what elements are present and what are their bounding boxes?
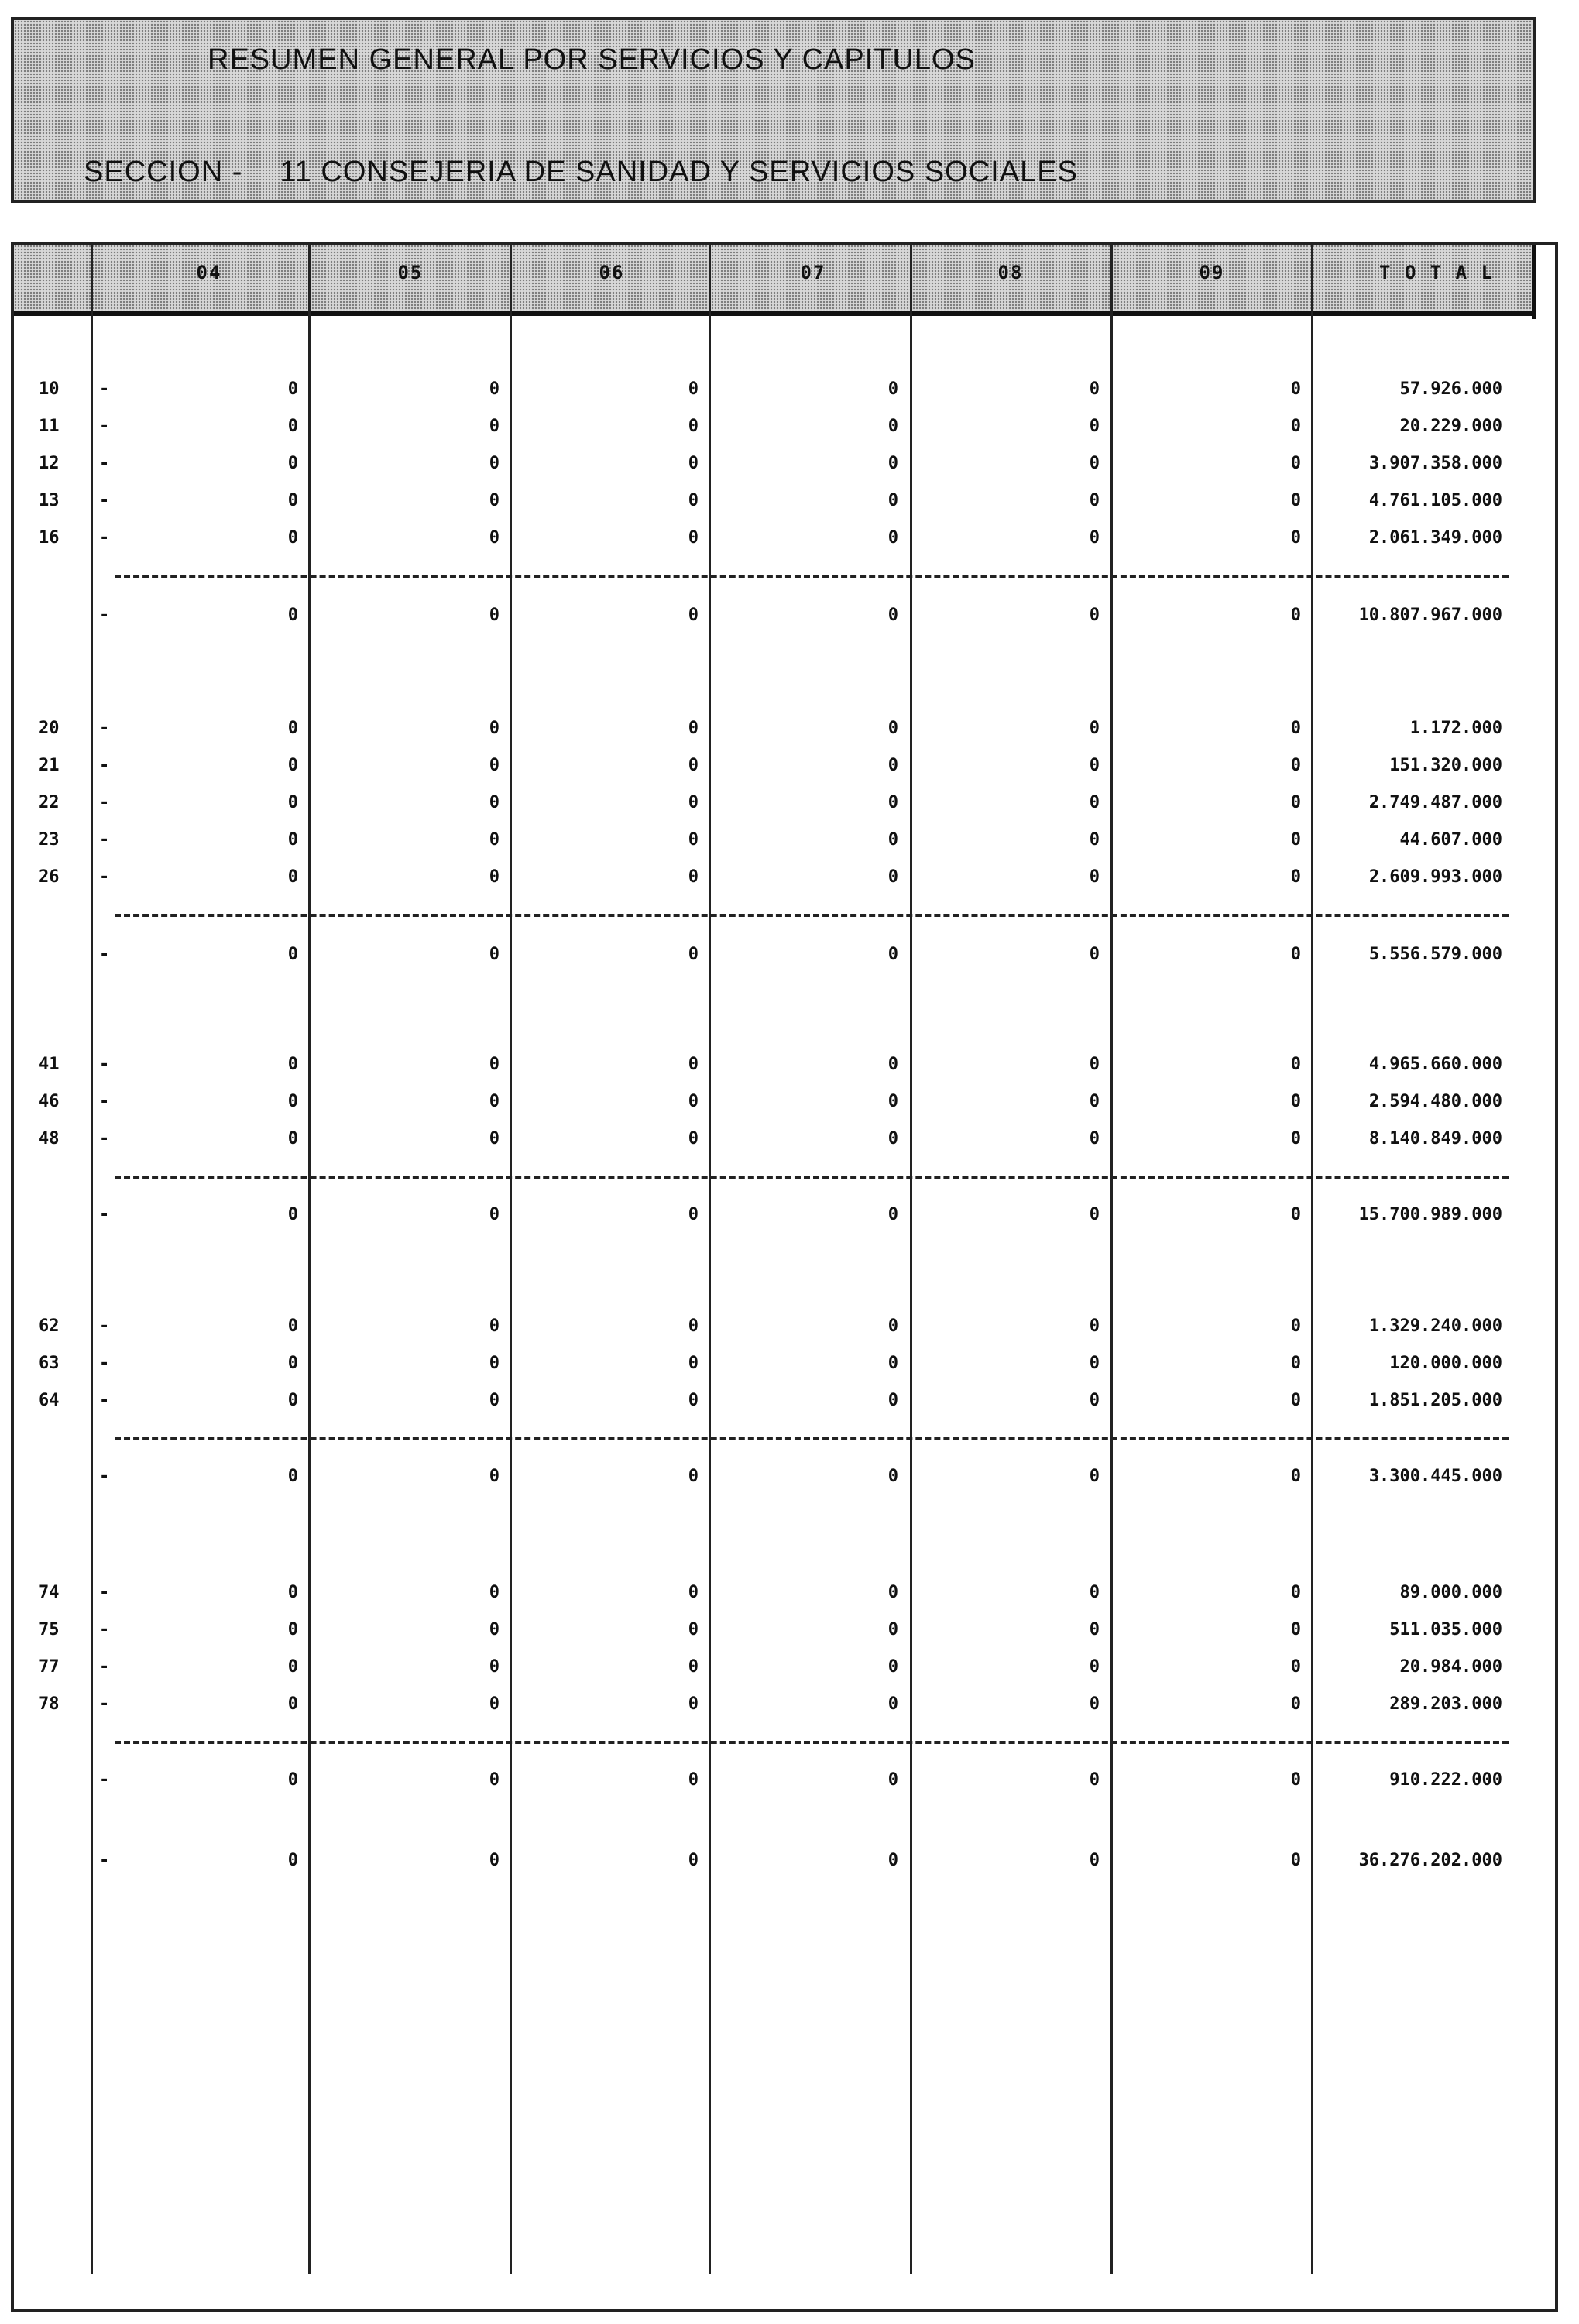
row-dash: - bbox=[99, 945, 110, 964]
cell-total: 15.700.989.000 bbox=[1358, 1205, 1502, 1224]
cell-total: 44.607.000 bbox=[1399, 830, 1502, 850]
cell-05: 0 bbox=[489, 1055, 499, 1074]
cell-04: 0 bbox=[287, 1391, 298, 1410]
cell-06: 0 bbox=[688, 1092, 699, 1111]
cell-06: 0 bbox=[688, 1467, 699, 1486]
cell-06: 0 bbox=[688, 1620, 699, 1639]
cell-05: 0 bbox=[489, 945, 499, 964]
cell-07: 0 bbox=[887, 1467, 898, 1486]
cell-09: 0 bbox=[1290, 1851, 1301, 1870]
cell-total: 2.594.480.000 bbox=[1368, 1092, 1502, 1111]
column-header-total: T O T A L bbox=[1378, 262, 1495, 283]
cell-07: 0 bbox=[887, 1316, 898, 1336]
seccion-label: SECCION - bbox=[84, 156, 243, 188]
cell-04: 0 bbox=[287, 1620, 298, 1639]
cell-05: 0 bbox=[489, 1354, 499, 1373]
cell-05: 0 bbox=[489, 1694, 499, 1714]
table-row bbox=[0, 417, 1579, 443]
cell-06: 0 bbox=[688, 756, 699, 775]
cell-08: 0 bbox=[1089, 1129, 1100, 1148]
cell-04: 0 bbox=[287, 1092, 298, 1111]
row-dash: - bbox=[99, 1354, 110, 1373]
cell-05: 0 bbox=[489, 719, 499, 738]
cell-08: 0 bbox=[1089, 606, 1100, 625]
row-dash: - bbox=[99, 454, 110, 473]
cell-09: 0 bbox=[1290, 1770, 1301, 1790]
cell-total: 20.984.000 bbox=[1399, 1657, 1502, 1677]
cell-07: 0 bbox=[887, 491, 898, 510]
table-row bbox=[0, 793, 1579, 819]
subtotal-row bbox=[0, 1205, 1579, 1231]
cell-06: 0 bbox=[688, 1354, 699, 1373]
row-code: 22 bbox=[39, 793, 60, 812]
row-dash: - bbox=[99, 1620, 110, 1639]
table-row bbox=[0, 454, 1579, 480]
cell-05: 0 bbox=[489, 454, 499, 473]
cell-09: 0 bbox=[1290, 1694, 1301, 1714]
cell-total: 2.061.349.000 bbox=[1368, 528, 1502, 548]
cell-total: 57.926.000 bbox=[1399, 379, 1502, 399]
grand-total-row bbox=[0, 1851, 1579, 1877]
cell-05: 0 bbox=[489, 1316, 499, 1336]
table-row bbox=[0, 719, 1579, 745]
cell-09: 0 bbox=[1290, 1467, 1301, 1486]
row-dash: - bbox=[99, 491, 110, 510]
cell-04: 0 bbox=[287, 793, 298, 812]
row-code: 41 bbox=[39, 1055, 60, 1074]
cell-08: 0 bbox=[1089, 1851, 1100, 1870]
cell-04: 0 bbox=[287, 867, 298, 887]
cell-05: 0 bbox=[489, 606, 499, 625]
cell-07: 0 bbox=[887, 528, 898, 548]
row-dash: - bbox=[99, 1583, 110, 1602]
cell-08: 0 bbox=[1089, 1316, 1100, 1336]
cell-04: 0 bbox=[287, 1129, 298, 1148]
cell-04: 0 bbox=[287, 606, 298, 625]
subtotal-row bbox=[0, 945, 1579, 971]
column-header-05: 05 bbox=[397, 262, 424, 283]
table-row bbox=[0, 1583, 1579, 1609]
cell-total: 511.035.000 bbox=[1389, 1620, 1502, 1639]
column-header-07: 07 bbox=[800, 262, 826, 283]
table-row bbox=[0, 1092, 1579, 1118]
cell-05: 0 bbox=[489, 379, 499, 399]
cell-06: 0 bbox=[688, 867, 699, 887]
cell-06: 0 bbox=[688, 1851, 699, 1870]
row-dash: - bbox=[99, 756, 110, 775]
report-title: RESUMEN GENERAL POR SERVICIOS Y CAPITULOS bbox=[208, 43, 976, 76]
cell-09: 0 bbox=[1290, 528, 1301, 548]
cell-05: 0 bbox=[489, 417, 499, 436]
cell-09: 0 bbox=[1290, 1055, 1301, 1074]
cell-08: 0 bbox=[1089, 830, 1100, 850]
cell-05: 0 bbox=[489, 1851, 499, 1870]
row-dash: - bbox=[99, 1316, 110, 1336]
cell-total: 89.000.000 bbox=[1399, 1583, 1502, 1602]
cell-06: 0 bbox=[688, 1657, 699, 1677]
cell-04: 0 bbox=[287, 945, 298, 964]
cell-04: 0 bbox=[287, 528, 298, 548]
row-code: 77 bbox=[39, 1657, 60, 1677]
cell-07: 0 bbox=[887, 719, 898, 738]
cell-05: 0 bbox=[489, 491, 499, 510]
cell-04: 0 bbox=[287, 1583, 298, 1602]
row-dash: - bbox=[99, 606, 110, 625]
cell-08: 0 bbox=[1089, 719, 1100, 738]
cell-04: 0 bbox=[287, 1055, 298, 1074]
cell-08: 0 bbox=[1089, 1055, 1100, 1074]
row-code: 16 bbox=[39, 528, 60, 548]
row-dash: - bbox=[99, 417, 110, 436]
row-code: 74 bbox=[39, 1583, 60, 1602]
cell-09: 0 bbox=[1290, 454, 1301, 473]
cell-06: 0 bbox=[688, 1391, 699, 1410]
cell-06: 0 bbox=[688, 417, 699, 436]
cell-total: 120.000.000 bbox=[1389, 1354, 1502, 1373]
cell-04: 0 bbox=[287, 830, 298, 850]
row-dash: - bbox=[99, 1205, 110, 1224]
subtotal-row bbox=[0, 1467, 1579, 1493]
table-row bbox=[0, 867, 1579, 894]
row-code: 48 bbox=[39, 1129, 60, 1148]
cell-total: 3.300.445.000 bbox=[1368, 1467, 1502, 1486]
cell-total: 289.203.000 bbox=[1389, 1694, 1502, 1714]
table-row bbox=[0, 528, 1579, 554]
cell-04: 0 bbox=[287, 491, 298, 510]
cell-06: 0 bbox=[688, 1129, 699, 1148]
cell-07: 0 bbox=[887, 454, 898, 473]
cell-08: 0 bbox=[1089, 1657, 1100, 1677]
cell-08: 0 bbox=[1089, 1770, 1100, 1790]
cell-04: 0 bbox=[287, 1770, 298, 1790]
row-dash: - bbox=[99, 830, 110, 850]
cell-06: 0 bbox=[688, 1583, 699, 1602]
cell-09: 0 bbox=[1290, 719, 1301, 738]
cell-06: 0 bbox=[688, 945, 699, 964]
cell-09: 0 bbox=[1290, 1391, 1301, 1410]
column-header-04: 04 bbox=[196, 262, 222, 283]
cell-total: 2.749.487.000 bbox=[1368, 793, 1502, 812]
cell-total: 4.761.105.000 bbox=[1368, 491, 1502, 510]
cell-08: 0 bbox=[1089, 945, 1100, 964]
cell-07: 0 bbox=[887, 1583, 898, 1602]
cell-total: 4.965.660.000 bbox=[1368, 1055, 1502, 1074]
table-row bbox=[0, 1620, 1579, 1646]
cell-07: 0 bbox=[887, 1770, 898, 1790]
cell-07: 0 bbox=[887, 417, 898, 436]
table-row bbox=[0, 491, 1579, 517]
row-dash: - bbox=[99, 867, 110, 887]
cell-08: 0 bbox=[1089, 379, 1100, 399]
cell-08: 0 bbox=[1089, 793, 1100, 812]
cell-total: 1.851.205.000 bbox=[1368, 1391, 1502, 1410]
row-code: 63 bbox=[39, 1354, 60, 1373]
row-dash: - bbox=[99, 1851, 110, 1870]
cell-09: 0 bbox=[1290, 1354, 1301, 1373]
cell-05: 0 bbox=[489, 1620, 499, 1639]
cell-09: 0 bbox=[1290, 491, 1301, 510]
cell-05: 0 bbox=[489, 867, 499, 887]
cell-04: 0 bbox=[287, 454, 298, 473]
cell-total: 10.807.967.000 bbox=[1358, 606, 1502, 625]
cell-total: 151.320.000 bbox=[1389, 756, 1502, 775]
seccion-number: 11 bbox=[280, 156, 312, 188]
header-right-rule bbox=[1532, 245, 1536, 319]
cell-08: 0 bbox=[1089, 1092, 1100, 1111]
table-row bbox=[0, 1657, 1579, 1684]
cell-09: 0 bbox=[1290, 1583, 1301, 1602]
row-dash: - bbox=[99, 1657, 110, 1677]
row-code: 46 bbox=[39, 1092, 60, 1111]
row-dash: - bbox=[99, 528, 110, 548]
cell-08: 0 bbox=[1089, 867, 1100, 887]
cell-09: 0 bbox=[1290, 830, 1301, 850]
cell-09: 0 bbox=[1290, 867, 1301, 887]
subtotal-separator bbox=[115, 1741, 1509, 1744]
cell-09: 0 bbox=[1290, 1620, 1301, 1639]
cell-04: 0 bbox=[287, 1316, 298, 1336]
row-code: 64 bbox=[39, 1391, 60, 1410]
subtotal-separator bbox=[115, 1176, 1509, 1179]
row-dash: - bbox=[99, 793, 110, 812]
cell-04: 0 bbox=[287, 417, 298, 436]
cell-09: 0 bbox=[1290, 1092, 1301, 1111]
cell-04: 0 bbox=[287, 1694, 298, 1714]
cell-09: 0 bbox=[1290, 1657, 1301, 1677]
column-header-09: 09 bbox=[1199, 262, 1225, 283]
cell-06: 0 bbox=[688, 454, 699, 473]
cell-04: 0 bbox=[287, 1354, 298, 1373]
subtotal-row bbox=[0, 1770, 1579, 1797]
row-code: 20 bbox=[39, 719, 60, 738]
cell-06: 0 bbox=[688, 491, 699, 510]
cell-08: 0 bbox=[1089, 1391, 1100, 1410]
cell-07: 0 bbox=[887, 1620, 898, 1639]
table-row bbox=[0, 379, 1579, 406]
cell-total: 5.556.579.000 bbox=[1368, 945, 1502, 964]
cell-05: 0 bbox=[489, 1583, 499, 1602]
table-row bbox=[0, 1316, 1579, 1343]
cell-08: 0 bbox=[1089, 1467, 1100, 1486]
cell-08: 0 bbox=[1089, 417, 1100, 436]
cell-08: 0 bbox=[1089, 454, 1100, 473]
cell-07: 0 bbox=[887, 606, 898, 625]
cell-07: 0 bbox=[887, 1092, 898, 1111]
row-dash: - bbox=[99, 1391, 110, 1410]
row-code: 11 bbox=[39, 417, 60, 436]
table-row bbox=[0, 1694, 1579, 1721]
table-row bbox=[0, 830, 1579, 856]
cell-06: 0 bbox=[688, 1770, 699, 1790]
seccion-name: CONSEJERIA DE SANIDAD Y SERVICIOS SOCIALES bbox=[321, 156, 1078, 188]
table-row bbox=[0, 756, 1579, 782]
subtotal-separator bbox=[115, 914, 1509, 917]
cell-total: 20.229.000 bbox=[1399, 417, 1502, 436]
cell-07: 0 bbox=[887, 867, 898, 887]
column-header-06: 06 bbox=[599, 262, 625, 283]
cell-07: 0 bbox=[887, 1694, 898, 1714]
row-dash: - bbox=[99, 379, 110, 399]
cell-07: 0 bbox=[887, 1055, 898, 1074]
cell-05: 0 bbox=[489, 756, 499, 775]
row-code: 62 bbox=[39, 1316, 60, 1336]
row-dash: - bbox=[99, 719, 110, 738]
cell-06: 0 bbox=[688, 1055, 699, 1074]
cell-09: 0 bbox=[1290, 379, 1301, 399]
row-code: 23 bbox=[39, 830, 60, 850]
cell-09: 0 bbox=[1290, 1316, 1301, 1336]
cell-05: 0 bbox=[489, 1391, 499, 1410]
cell-05: 0 bbox=[489, 1129, 499, 1148]
cell-05: 0 bbox=[489, 528, 499, 548]
cell-09: 0 bbox=[1290, 1205, 1301, 1224]
cell-06: 0 bbox=[688, 1316, 699, 1336]
cell-09: 0 bbox=[1290, 1129, 1301, 1148]
cell-06: 0 bbox=[688, 793, 699, 812]
cell-total: 1.329.240.000 bbox=[1368, 1316, 1502, 1336]
cell-09: 0 bbox=[1290, 945, 1301, 964]
cell-total: 2.609.993.000 bbox=[1368, 867, 1502, 887]
cell-08: 0 bbox=[1089, 491, 1100, 510]
row-code: 12 bbox=[39, 454, 60, 473]
cell-05: 0 bbox=[489, 1092, 499, 1111]
row-dash: - bbox=[99, 1770, 110, 1790]
cell-05: 0 bbox=[489, 1770, 499, 1790]
cell-06: 0 bbox=[688, 379, 699, 399]
cell-07: 0 bbox=[887, 1657, 898, 1677]
cell-04: 0 bbox=[287, 1851, 298, 1870]
cell-04: 0 bbox=[287, 1657, 298, 1677]
cell-07: 0 bbox=[887, 1205, 898, 1224]
table-row bbox=[0, 1129, 1579, 1155]
cell-06: 0 bbox=[688, 606, 699, 625]
cell-07: 0 bbox=[887, 1391, 898, 1410]
cell-08: 0 bbox=[1089, 756, 1100, 775]
cell-05: 0 bbox=[489, 1657, 499, 1677]
row-dash: - bbox=[99, 1694, 110, 1714]
subtotal-row bbox=[0, 606, 1579, 632]
cell-total: 910.222.000 bbox=[1389, 1770, 1502, 1790]
cell-07: 0 bbox=[887, 379, 898, 399]
cell-08: 0 bbox=[1089, 1694, 1100, 1714]
cell-07: 0 bbox=[887, 830, 898, 850]
cell-04: 0 bbox=[287, 379, 298, 399]
cell-07: 0 bbox=[887, 1851, 898, 1870]
title-box bbox=[11, 17, 1536, 203]
table-row bbox=[0, 1391, 1579, 1417]
cell-05: 0 bbox=[489, 1467, 499, 1486]
cell-total: 1.172.000 bbox=[1409, 719, 1502, 738]
cell-04: 0 bbox=[287, 1205, 298, 1224]
cell-07: 0 bbox=[887, 1354, 898, 1373]
cell-total: 36.276.202.000 bbox=[1358, 1851, 1502, 1870]
cell-total: 8.140.849.000 bbox=[1368, 1129, 1502, 1148]
row-code: 78 bbox=[39, 1694, 60, 1714]
subtotal-separator bbox=[115, 575, 1509, 578]
cell-04: 0 bbox=[287, 1467, 298, 1486]
cell-04: 0 bbox=[287, 756, 298, 775]
cell-06: 0 bbox=[688, 1694, 699, 1714]
row-dash: - bbox=[99, 1129, 110, 1148]
row-code: 75 bbox=[39, 1620, 60, 1639]
cell-06: 0 bbox=[688, 719, 699, 738]
cell-06: 0 bbox=[688, 1205, 699, 1224]
cell-total: 3.907.358.000 bbox=[1368, 454, 1502, 473]
row-code: 10 bbox=[39, 379, 60, 399]
cell-05: 0 bbox=[489, 1205, 499, 1224]
row-dash: - bbox=[99, 1092, 110, 1111]
row-code: 26 bbox=[39, 867, 60, 887]
cell-07: 0 bbox=[887, 756, 898, 775]
column-header-08: 08 bbox=[997, 262, 1024, 283]
cell-09: 0 bbox=[1290, 606, 1301, 625]
cell-08: 0 bbox=[1089, 1354, 1100, 1373]
cell-06: 0 bbox=[688, 528, 699, 548]
seccion-line bbox=[84, 156, 1078, 189]
row-code: 13 bbox=[39, 491, 60, 510]
cell-06: 0 bbox=[688, 830, 699, 850]
cell-09: 0 bbox=[1290, 756, 1301, 775]
cell-08: 0 bbox=[1089, 1205, 1100, 1224]
cell-09: 0 bbox=[1290, 793, 1301, 812]
cell-07: 0 bbox=[887, 945, 898, 964]
cell-09: 0 bbox=[1290, 417, 1301, 436]
cell-04: 0 bbox=[287, 719, 298, 738]
cell-08: 0 bbox=[1089, 1620, 1100, 1639]
row-dash: - bbox=[99, 1467, 110, 1486]
cell-08: 0 bbox=[1089, 528, 1100, 548]
row-dash: - bbox=[99, 1055, 110, 1074]
table-row bbox=[0, 1055, 1579, 1081]
cell-05: 0 bbox=[489, 830, 499, 850]
cell-08: 0 bbox=[1089, 1583, 1100, 1602]
cell-05: 0 bbox=[489, 793, 499, 812]
row-code: 21 bbox=[39, 756, 60, 775]
subtotal-separator bbox=[115, 1437, 1509, 1440]
cell-07: 0 bbox=[887, 1129, 898, 1148]
cell-07: 0 bbox=[887, 793, 898, 812]
table-row bbox=[0, 1354, 1579, 1380]
